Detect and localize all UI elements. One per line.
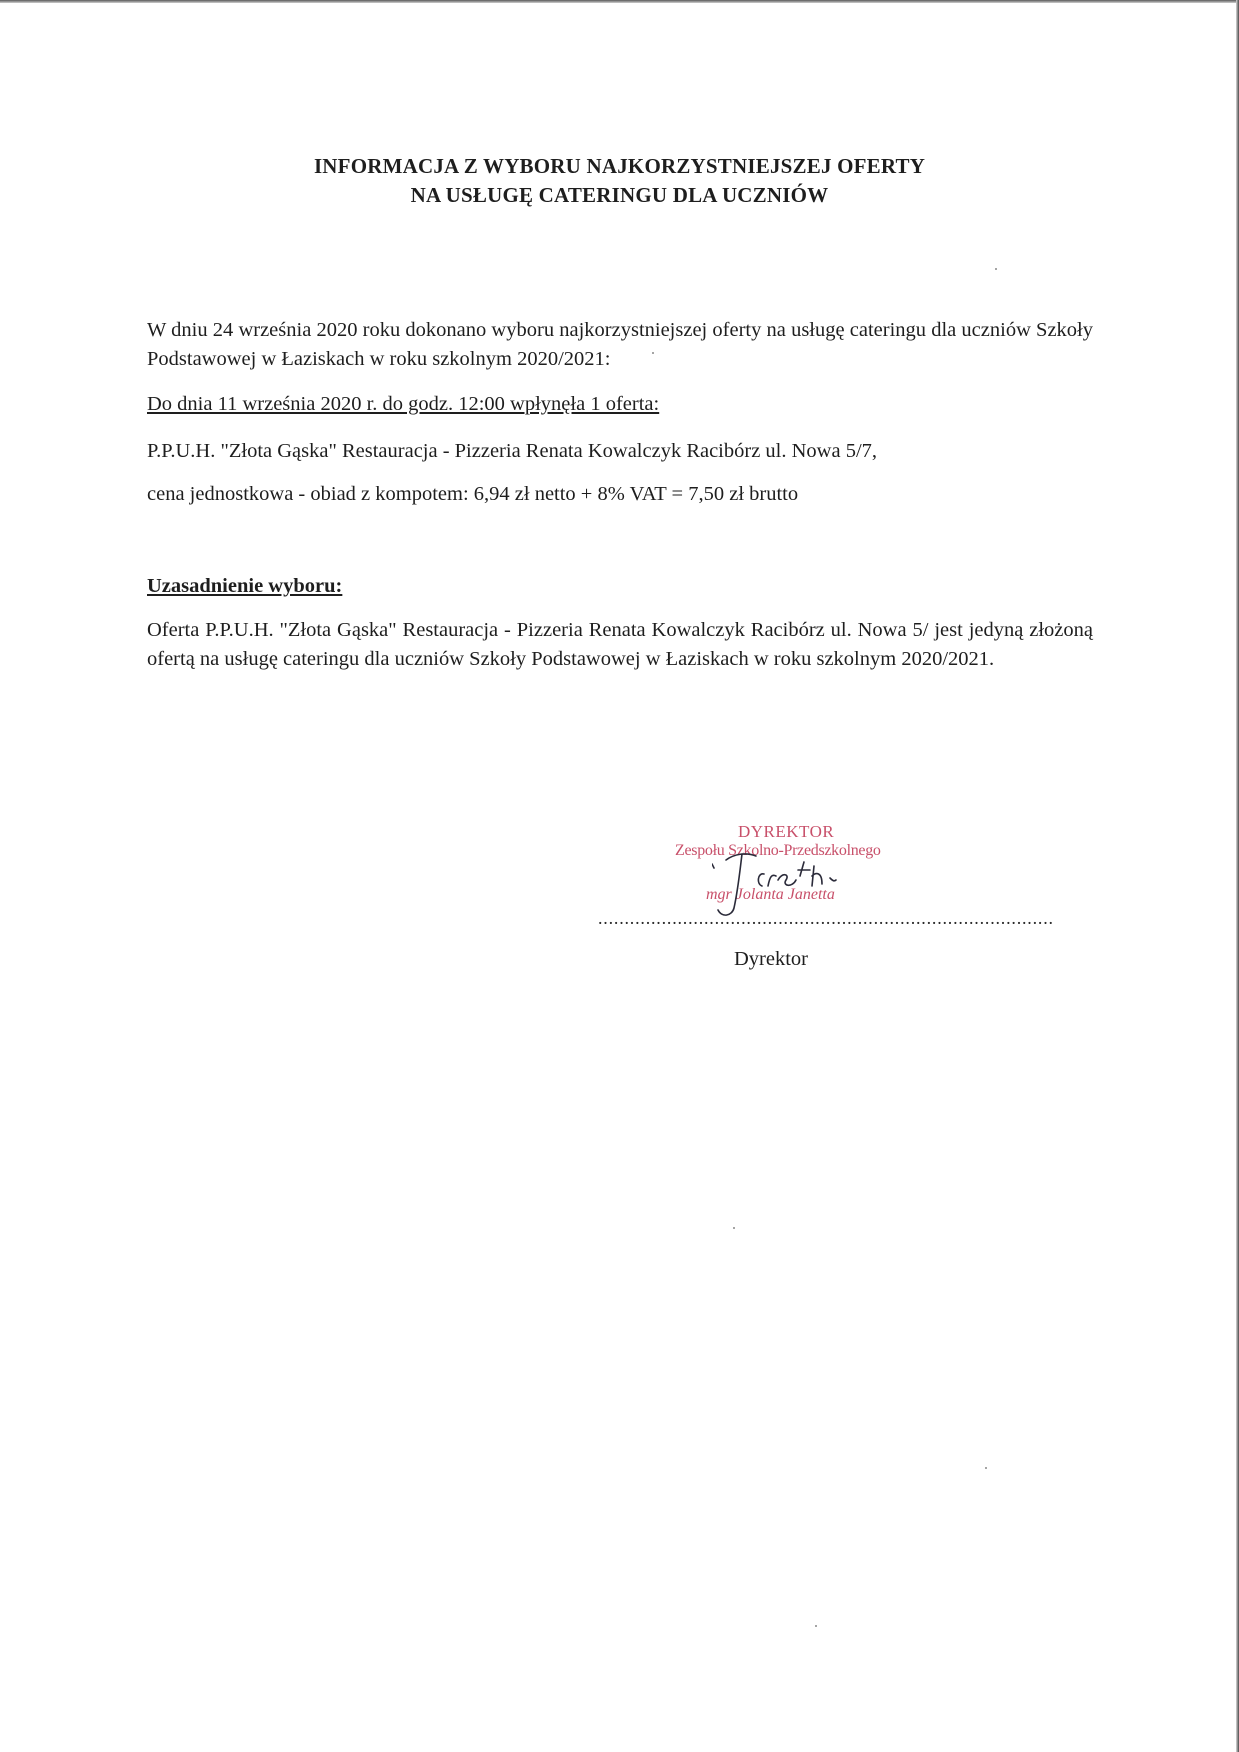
scan-speck	[652, 352, 654, 354]
scan-speck	[733, 1227, 735, 1229]
signer-role: Dyrektor	[734, 948, 809, 970]
scan-edge-top	[0, 0, 1239, 3]
deadline-line: Do dnia 11 września 2020 r. do godz. 12:00 wpłynęła 1 oferta:	[147, 393, 660, 415]
stamp-title: DYREKTOR	[738, 822, 835, 841]
justification-heading: Uzasadnienie wyboru:	[147, 575, 343, 597]
scan-speck	[985, 1467, 987, 1469]
scan-speck	[815, 1625, 817, 1627]
title-line-2: NA USŁUGĘ CATERINGU DLA UCZNIÓW	[410, 183, 829, 207]
signature-line: ......................................................................................	[598, 908, 1054, 928]
stamp-name: mgr Jolanta Janetta	[706, 886, 835, 903]
intro-paragraph: W dniu 24 września 2020 roku dokonano wyboru najkorzystniejszej oferty na usługę cateringu dla uczniów Szkoły Podstawowej w Łaziskach w roku szkolnym 2020/2021:	[147, 319, 1093, 370]
justification-paragraph: Oferta P.P.U.H. "Złota Gąska" Restauracja - Pizzeria Renata Kowalczyk Racibórz ul. Nowa 5/ jest jedyną złożoną ofertą na usługę cateringu dla uczniów Szkoły Podstawowej w Łaziskach w roku szkolnym 2020/2021.	[147, 619, 1093, 670]
scan-speck	[995, 268, 997, 270]
offer-line: P.P.U.H. "Złota Gąska" Restauracja - Pizzeria Renata Kowalczyk Racibórz ul. Nowa 5/7,	[147, 440, 878, 462]
price-line: cena jednostkowa - obiad z kompotem: 6,94 zł netto + 8% VAT = 7,50 zł brutto	[147, 483, 799, 505]
stamp-organization: Zespołu Szkolno-Przedszkolnego	[675, 842, 881, 859]
document-title	[0, 152, 1239, 210]
title-line-1: INFORMACJA Z WYBORU NAJKORZYSTNIEJSZEJ OFERTY	[313, 154, 926, 178]
